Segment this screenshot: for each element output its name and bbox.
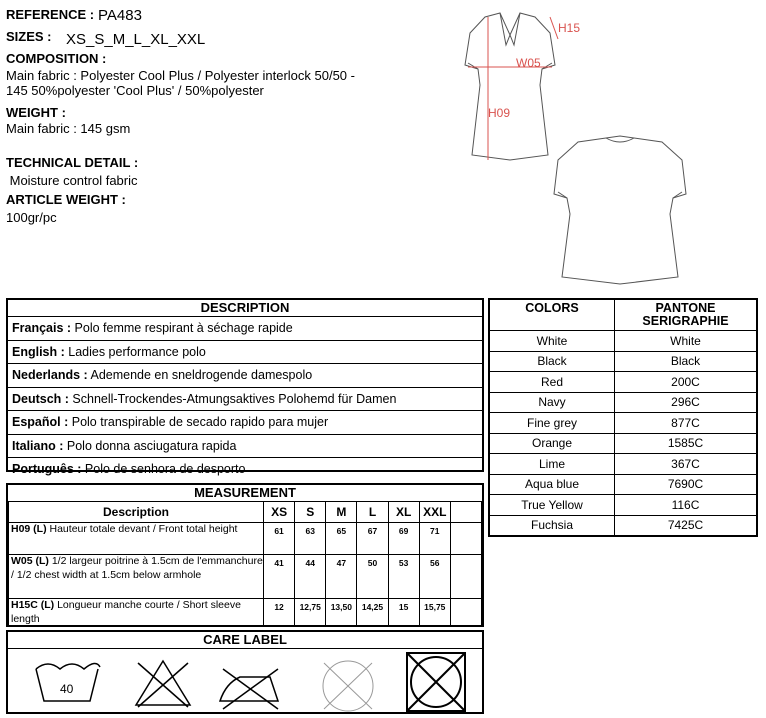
measurement-description <box>9 523 264 555</box>
pantone-code: 367C <box>615 454 758 475</box>
size-header: M <box>326 502 357 523</box>
description-text: Schnell-Trockendes-Atmungsaktives Polohemd für Damen <box>68 391 397 406</box>
measurement-value: 61 <box>264 523 295 555</box>
measurement-value: 47 <box>326 555 357 599</box>
color-row <box>489 372 757 393</box>
language-label: English : <box>12 344 65 359</box>
description-row <box>8 317 482 341</box>
measurement-row <box>9 555 482 599</box>
description-row <box>8 458 482 481</box>
measurement-code: H15C (L) <box>11 599 55 611</box>
description-row <box>8 435 482 459</box>
language-label: Deutsch : <box>12 391 69 406</box>
h15-label: H15 <box>558 21 581 35</box>
measurement-text: Hauteur totale devant / Front total height <box>46 523 238 535</box>
pantone-code: 7690C <box>615 474 758 495</box>
color-name: Lime <box>489 454 615 475</box>
color-name: Aqua blue <box>489 474 615 495</box>
no-bleach-icon <box>136 661 190 707</box>
measurement-code: W05 (L) <box>11 555 49 567</box>
description-text: Polo donna asciugatura rapida <box>63 438 237 453</box>
pantone-code: White <box>615 331 758 352</box>
measurement-value <box>450 599 481 627</box>
measurement-value: 69 <box>388 523 419 555</box>
color-row <box>489 454 757 475</box>
measurement-value: 67 <box>357 523 388 555</box>
description-text: Ademende en sneldrogende damespolo <box>87 368 313 382</box>
pantone-header: PANTONE SERIGRAPHIE <box>615 299 758 331</box>
color-row <box>489 495 757 516</box>
measurement-value: 44 <box>295 555 326 599</box>
care-label-title: CARE LABEL <box>8 632 482 649</box>
no-tumble-dry-icon <box>407 653 465 711</box>
description-text: Polo femme respirant à séchage rapide <box>71 321 293 335</box>
weight-value: Main fabric : 145 gsm <box>6 121 131 136</box>
technical-label: TECHNICAL DETAIL : <box>6 155 139 170</box>
measurement-value: 15 <box>388 599 419 627</box>
pantone-code: 877C <box>615 413 758 434</box>
description-row <box>8 411 482 435</box>
measurement-value: 65 <box>326 523 357 555</box>
h09-label: H09 <box>488 106 511 120</box>
language-label: Italiano : <box>12 438 64 453</box>
article-weight-label: ARTICLE WEIGHT : <box>6 192 126 207</box>
care-icons <box>8 649 482 713</box>
measurement-value <box>450 523 481 555</box>
language-label: Português : <box>12 462 82 476</box>
color-name: Navy <box>489 392 615 413</box>
measurement-value <box>450 555 481 599</box>
measurement-value: 13,50 <box>326 599 357 627</box>
polo-back-drawing <box>548 132 693 292</box>
pantone-code: Black <box>615 351 758 372</box>
measurement-box <box>6 483 484 627</box>
size-header <box>450 502 481 523</box>
measurement-description <box>9 555 264 599</box>
no-dry-clean-icon <box>323 661 373 711</box>
measurement-value: 15,75 <box>419 599 450 627</box>
description-text: Ladies performance polo <box>64 344 206 359</box>
colors-header: COLORS <box>489 299 615 331</box>
measurement-row <box>9 523 482 555</box>
wash-temp-label: 40 <box>60 682 74 696</box>
measurement-value: 53 <box>388 555 419 599</box>
measurement-value: 63 <box>295 523 326 555</box>
composition-line2: 145 50%polyester 'Cool Plus' / 50%polyester <box>6 83 264 98</box>
measurement-code: H09 (L) <box>11 523 47 535</box>
care-label-box <box>6 630 484 714</box>
description-title: DESCRIPTION <box>8 300 482 317</box>
composition-line1: Main fabric : Polyester Cool Plus / Polyester interlock 50/50 - <box>6 68 355 83</box>
description-row <box>8 341 482 365</box>
measurement-value: 71 <box>419 523 450 555</box>
composition-label: COMPOSITION : <box>6 51 107 66</box>
size-header: S <box>295 502 326 523</box>
color-row <box>489 351 757 372</box>
w05-label: W05 <box>516 56 541 70</box>
measurement-text: Longueur manche courte / Short sleeve length <box>11 599 241 625</box>
technical-value: Moisture control fabric <box>6 173 138 188</box>
color-row <box>489 392 757 413</box>
measurement-text: 1/2 largeur poitrine à 1.5cm de l'emmanchure / 1/2 chest width at 1.5cm below armhole <box>11 555 263 581</box>
color-name: Fuchsia <box>489 515 615 536</box>
sizes-value: XS_S_M_L_XL_XXL <box>66 31 206 48</box>
measurement-value: 56 <box>419 555 450 599</box>
color-name: True Yellow <box>489 495 615 516</box>
measurement-row <box>9 599 482 627</box>
measurement-value: 12,75 <box>295 599 326 627</box>
pantone-code: 116C <box>615 495 758 516</box>
description-text: Polo transpirable de secado rapido para mujer <box>68 415 329 429</box>
color-name: Fine grey <box>489 413 615 434</box>
color-name: White <box>489 331 615 352</box>
language-label: Español : <box>12 415 69 429</box>
article-weight-value: 100gr/pc <box>6 210 57 225</box>
size-header: XXL <box>419 502 450 523</box>
color-row <box>489 474 757 495</box>
measurement-value: 12 <box>264 599 295 627</box>
description-row <box>8 388 482 412</box>
measurement-value: 50 <box>357 555 388 599</box>
measurement-title: MEASUREMENT <box>8 485 482 502</box>
color-row <box>489 331 757 352</box>
measurement-description <box>9 599 264 627</box>
description-text: Polo de senhora de desporto <box>81 462 246 476</box>
weight-label: WEIGHT : <box>6 105 66 120</box>
language-label: Français : <box>12 321 72 335</box>
colors-table <box>488 298 758 537</box>
language-label: Nederlands : <box>12 368 88 382</box>
measurement-table <box>8 501 482 627</box>
pantone-code: 200C <box>615 372 758 393</box>
color-row <box>489 433 757 454</box>
color-name: Red <box>489 372 615 393</box>
color-row <box>489 413 757 434</box>
size-header: L <box>357 502 388 523</box>
h15-arrow <box>550 17 558 39</box>
measurement-desc-header: Description <box>9 502 264 523</box>
color-name: Orange <box>489 433 615 454</box>
pantone-code: 1585C <box>615 433 758 454</box>
description-rows <box>8 317 482 481</box>
color-name: Black <box>489 351 615 372</box>
description-row <box>8 364 482 388</box>
color-row <box>489 515 757 536</box>
pantone-code: 7425C <box>615 515 758 536</box>
no-iron-icon <box>220 669 278 709</box>
reference-value: PA483 <box>98 7 142 24</box>
measurement-value: 14,25 <box>357 599 388 627</box>
pantone-code: 296C <box>615 392 758 413</box>
reference-label: REFERENCE : <box>6 7 95 22</box>
description-box <box>6 298 484 476</box>
sizes-label: SIZES : <box>6 29 52 44</box>
measurement-value: 41 <box>264 555 295 599</box>
size-header: XS <box>264 502 295 523</box>
size-header: XL <box>388 502 419 523</box>
